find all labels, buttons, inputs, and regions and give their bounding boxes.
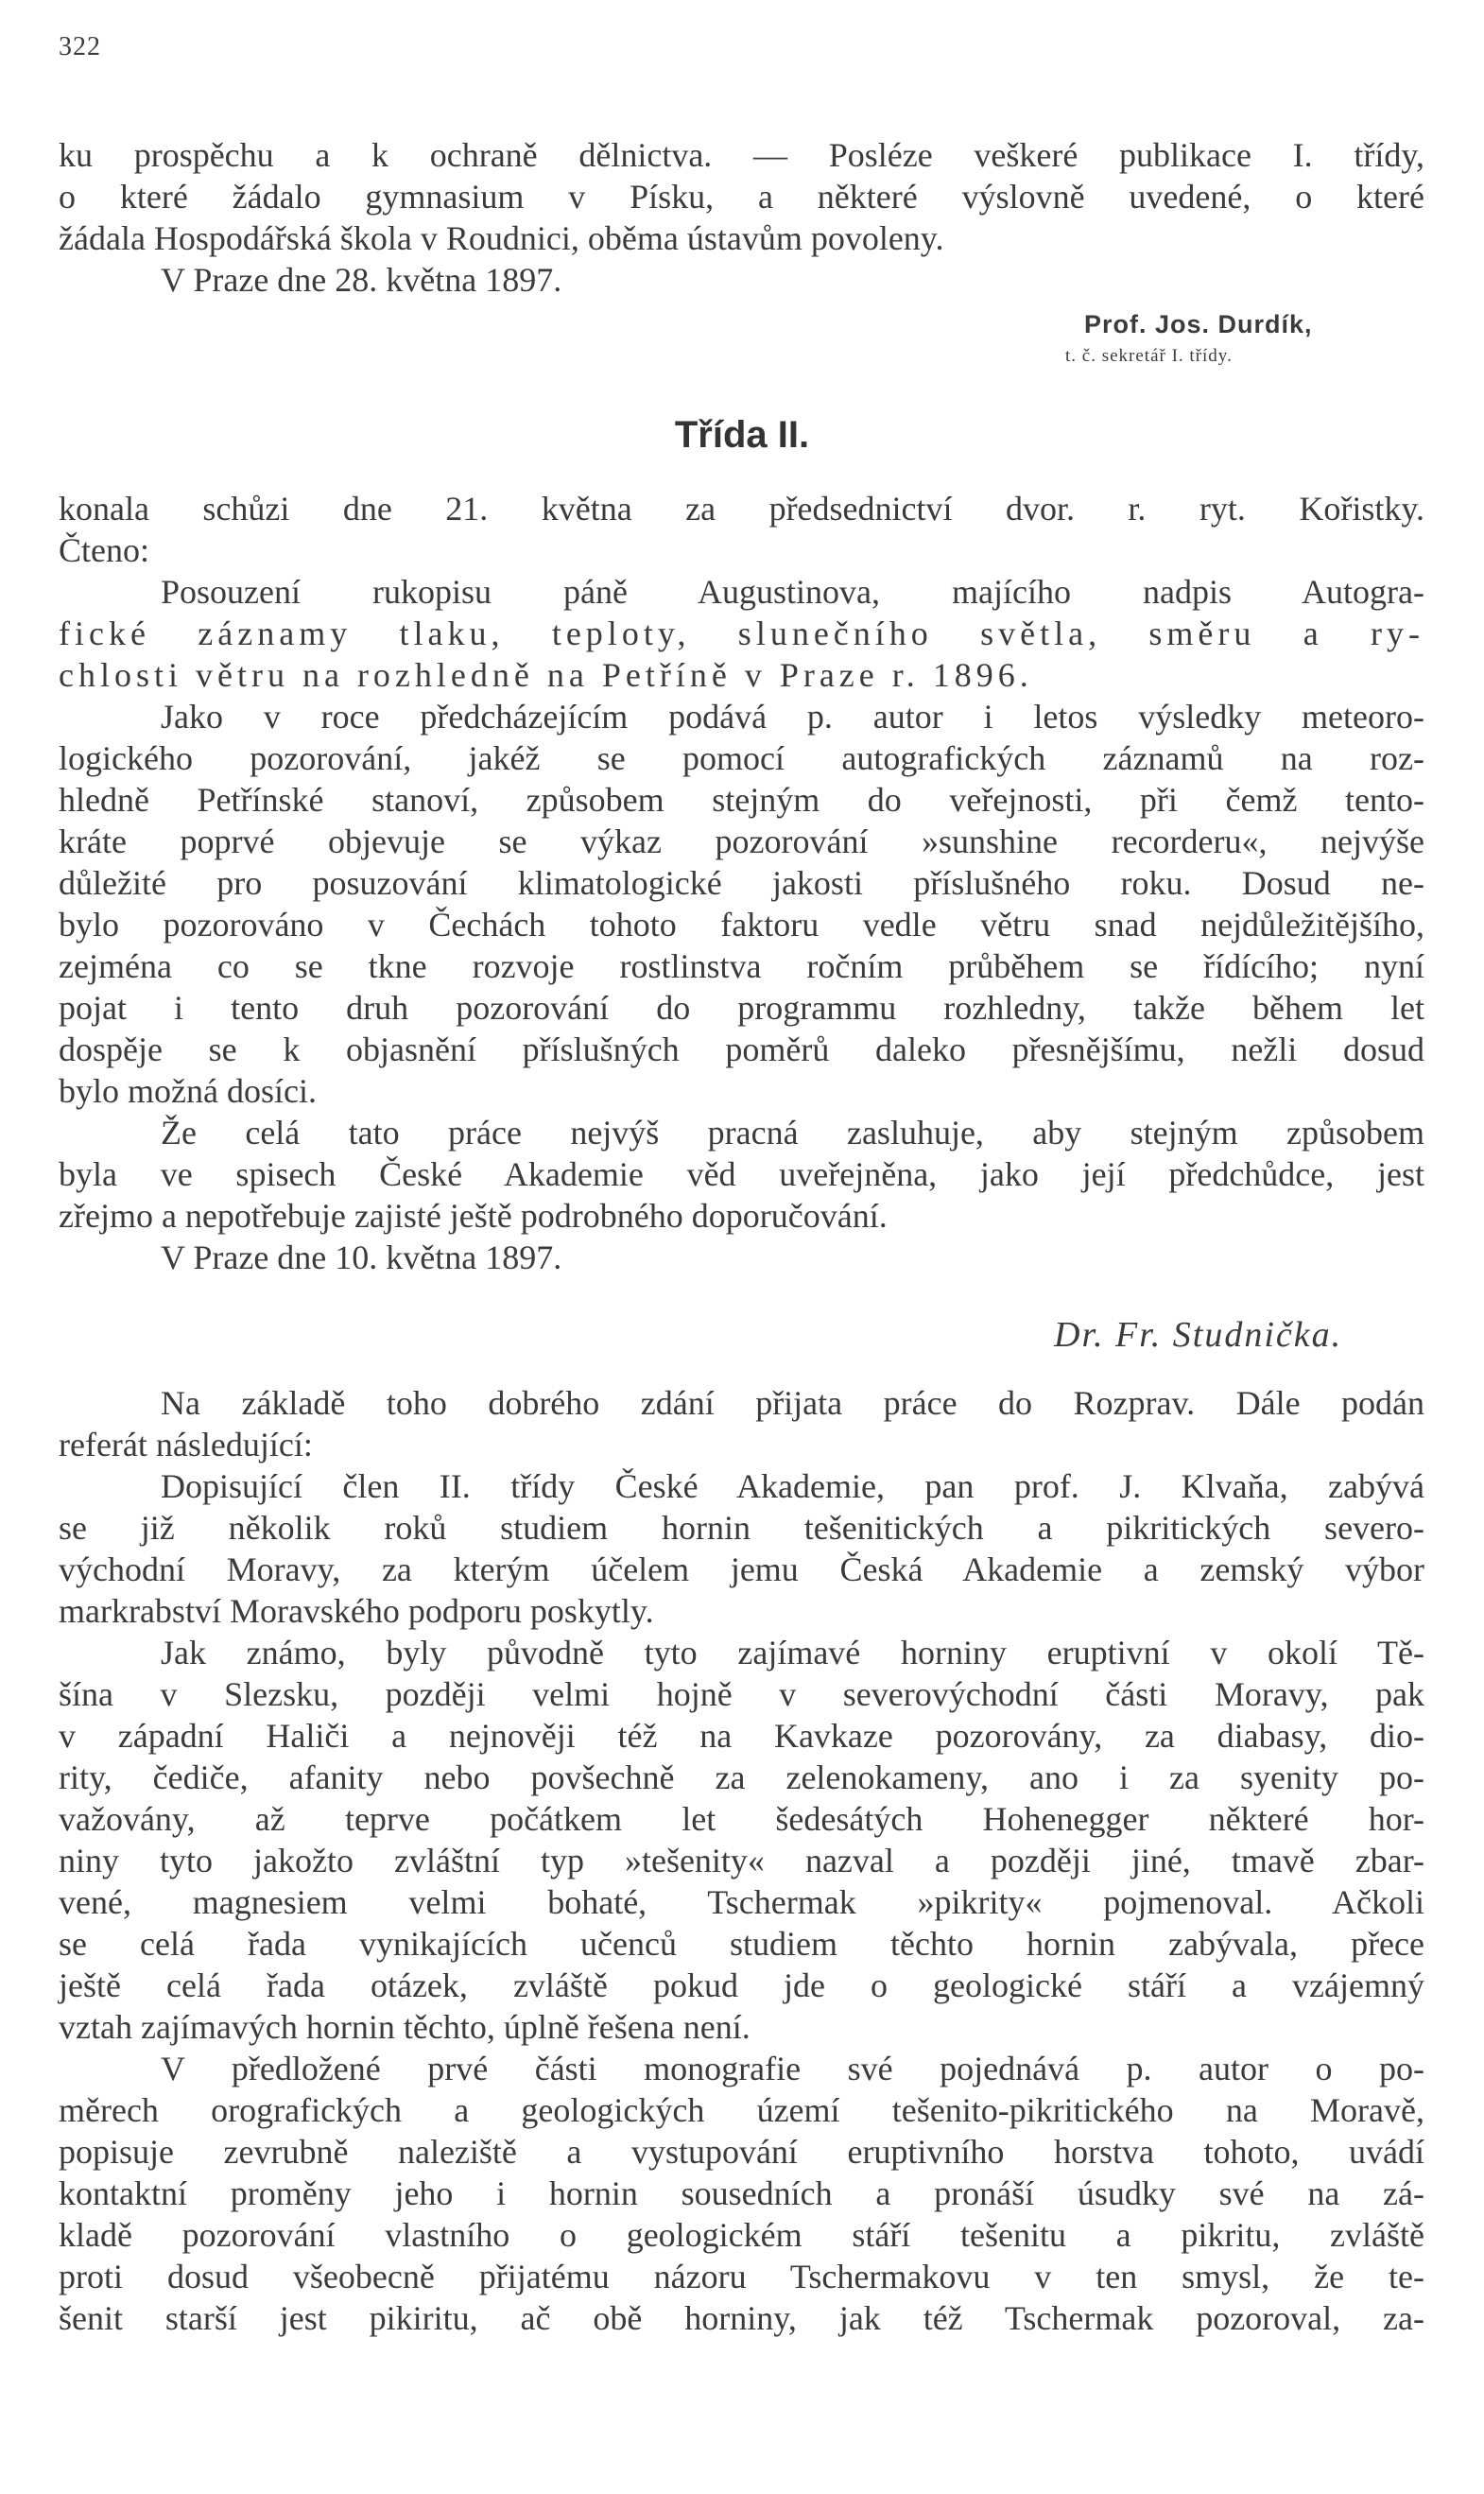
text-line: byla ve spisech České Akademie věd uveřejněna, jako její předchůdce, jest — [59, 1155, 1424, 1193]
text-line: kontaktní proměny jeho i hornin sousedních a pronáší úsudky své na zá- — [59, 2174, 1424, 2212]
signature-studnicka: Dr. Fr. Studnička. — [1054, 1315, 1343, 1355]
text-line: se celá řada vynikajících učenců studiem těchto hornin zabývala, přece — [59, 1925, 1424, 1963]
text-line: šína v Slezsku, později velmi hojně v severovýchodní části Moravy, pak — [59, 1675, 1424, 1713]
text-line: zejména co se tkne rozvoje rostlinstva ročním průběhem se řídícího; nyní — [59, 947, 1424, 985]
text-line: ještě celá řada otázek, zvláště pokud jde o geologické stáří a vzájemný — [59, 1966, 1424, 2004]
text-line: referát následující: — [59, 1426, 313, 1463]
text-line: markrabství Moravského podporu poskytly. — [59, 1592, 654, 1630]
date-line: V Praze dne 10. května 1897. — [161, 1238, 562, 1276]
text-line: kladě pozorování vlastního o geologickém stáří tešenitu a pikritu, zvláště — [59, 2216, 1424, 2254]
text-line: žádala Hospodářská škola v Roudnici, oběma ústavům povoleny. — [59, 219, 944, 257]
text-line: Dopisující člen II. třídy České Akademie, pan prof. J. Klvaňa, zabývá — [161, 1467, 1424, 1505]
text-line: Posouzení rukopisu páně Augustinova, majícího nadpis Autogra- — [161, 573, 1424, 611]
text-line: proti dosud všeobecně přijatému názoru Tschermakovu v ten smysl, že te- — [59, 2258, 1424, 2295]
signature-name: Prof. Jos. Durdík, — [1084, 310, 1313, 338]
signature-role: t. č. sekretář I. třídy. — [1065, 346, 1233, 366]
text-line: Jak známo, byly původně tyto zajímavé horniny eruptivní v okolí Tě- — [161, 1634, 1424, 1671]
text-line: důležité pro posuzování klimatologické jakosti příslušného roku. Dosud ne- — [59, 864, 1424, 902]
text-line: hledně Petřínské stanoví, způsobem stejným do veřejnosti, při čemž tento- — [59, 781, 1424, 819]
text-line: zřejmo a nepotřebuje zajisté ještě podrobného doporučování. — [59, 1197, 888, 1235]
text-line: rity, čediče, afanity nebo povšechně za zelenokameny, ano i za syenity po- — [59, 1758, 1424, 1796]
text-line: konala schůzi dne 21. května za předsednictví dvor. r. ryt. Kořistky. — [59, 490, 1424, 528]
text-line: šenit starší jest pikiritu, ač obě horniny, jak též Tschermak pozoroval, za- — [59, 2299, 1424, 2337]
section-3 — [59, 1382, 1424, 2339]
section-1 — [59, 134, 1424, 301]
text-line: dospěje se k objasnění příslušných poměrů daleko přesnějšímu, nežli dosud — [59, 1031, 1424, 1068]
page-number: 322 — [59, 32, 101, 61]
section-heading: Třída II. — [674, 414, 810, 456]
text-line: Na základě toho dobrého zdání přijata práce do Rozprav. Dále podán — [161, 1384, 1424, 1422]
text-line: měrech orografických a geologických území tešenito-pikritického na Moravě, — [59, 2091, 1424, 2129]
text-line: logického pozorování, jakéž se pomocí autografických záznamů na roz- — [59, 739, 1424, 777]
text-line: se již několik roků studiem hornin tešenitických a pikritických severo- — [59, 1509, 1424, 1547]
text-line: fické záznamy tlaku, teploty, slunečního světla, směru a ry- — [59, 615, 1424, 652]
text-line: Čteno: — [59, 531, 149, 569]
text-line: Jako v roce předcházejícím podává p. autor i letos výsledky meteoro- — [161, 698, 1424, 736]
text-line: bylo možná dosíci. — [59, 1072, 317, 1110]
text-line: vztah zajímavých hornin těchto, úplně řešena není. — [59, 2008, 751, 2046]
text-line: o které žádalo gymnasium v Písku, a některé výslovně uvedené, o které — [59, 178, 1424, 216]
text-line: važovány, až teprve počátkem let šedesátých Hohenegger některé hor- — [59, 1800, 1424, 1838]
text-line: pojat i tento druh pozorování do programmu rozhledny, takže během let — [59, 989, 1424, 1027]
text-line: niny tyto jakožto zvláštní typ »tešenity« nazval a později jiné, tmavě zbar- — [59, 1842, 1424, 1879]
text-line: ku prospěchu a k ochraně dělnictva. — Posléze veškeré publikace I. třídy, — [59, 136, 1424, 174]
text-line: V předložené prvé části monografie své pojednává p. autor o po- — [161, 2050, 1424, 2087]
section-2 — [59, 488, 1424, 1278]
text-line: bylo pozorováno v Čechách tohoto faktoru vedle větru snad nejdůležitějšího, — [59, 906, 1424, 944]
text-line: popisuje zevrubně naleziště a vystupování eruptivního horstva tohoto, uvádí — [59, 2133, 1424, 2171]
date-line: V Praze dne 28. května 1897. — [161, 261, 562, 299]
text-line: Že celá tato práce nejvýš pracná zasluhuje, aby stejným způsobem — [161, 1114, 1424, 1152]
text-line: kráte poprvé objevuje se výkaz pozorování »sunshine recorderu«, nejvýše — [59, 823, 1424, 860]
text-line: v západní Haliči a nejnověji též na Kavkaze pozorovány, za diabasy, dio- — [59, 1717, 1424, 1755]
text-line: chlosti větru na rozhledně na Petříně v Praze r. 1896. — [59, 656, 1033, 694]
text-line: východní Moravy, za kterým účelem jemu Česká Akademie a zemský výbor — [59, 1550, 1424, 1588]
text-line: vené, magnesiem velmi bohaté, Tschermak »pikrity« pojmenoval. Ačkoli — [59, 1883, 1424, 1921]
